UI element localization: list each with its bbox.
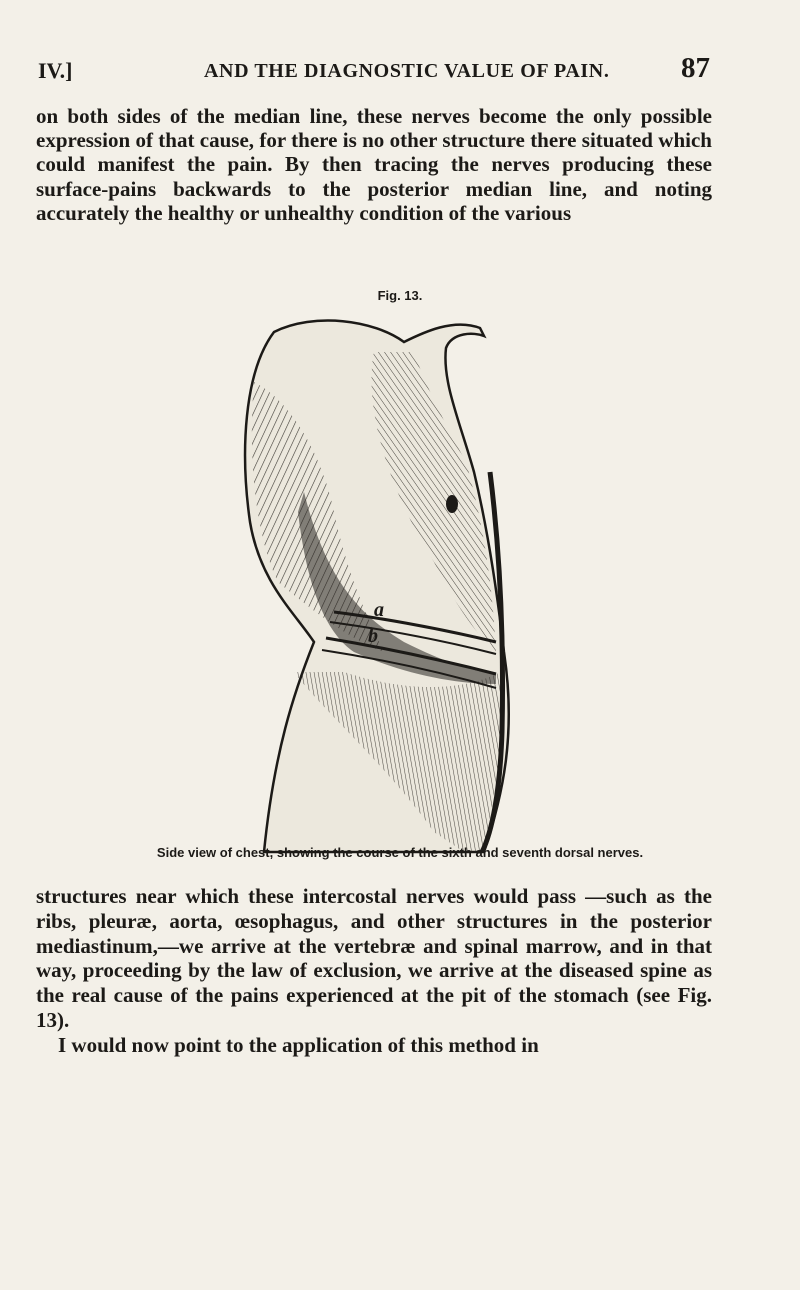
chapter-number: IV.] bbox=[38, 58, 73, 83]
figure-letter-a: a bbox=[374, 599, 384, 621]
paragraph-final-line: I would now point to the application of this method in bbox=[58, 1032, 539, 1057]
paragraph-bottom-text: structures near which these intercostal nerves would pass —such as the ribs, pleuræ, aorta, œsophagus, and other structures in the posterior mediastinum,—we arrive at the vertebræ and spinal marrow, and in that way, proceeding by the law of exclusion, we arrive at the diseased spine as the real cause of the pains experienced at the pit of the stomach (see Fig. 13). bbox=[36, 884, 712, 1032]
figure-letter-b: b bbox=[368, 625, 378, 647]
figure-label: Fig. 13. bbox=[377, 288, 423, 303]
running-title: AND THE DIAGNOSTIC VALUE OF PAIN. bbox=[204, 60, 610, 82]
page-number: 87 bbox=[681, 52, 710, 84]
running-header bbox=[38, 52, 710, 92]
figure-caption: Side view of chest, showing the course of the sixth and seventh dorsal nerves. bbox=[156, 845, 644, 860]
paragraph-top: on both sides of the median line, these nerves become the only possible expression of that cause, for there is no other structure there situated which could manifest the pain. By then tracing the nerves producing these surface-pains backwards to the posterior median line, and noting accurately the healthy or unhealthy condition of the various bbox=[36, 104, 712, 225]
chest-side-view-figure bbox=[234, 312, 534, 868]
paragraph-bottom bbox=[36, 884, 712, 1058]
